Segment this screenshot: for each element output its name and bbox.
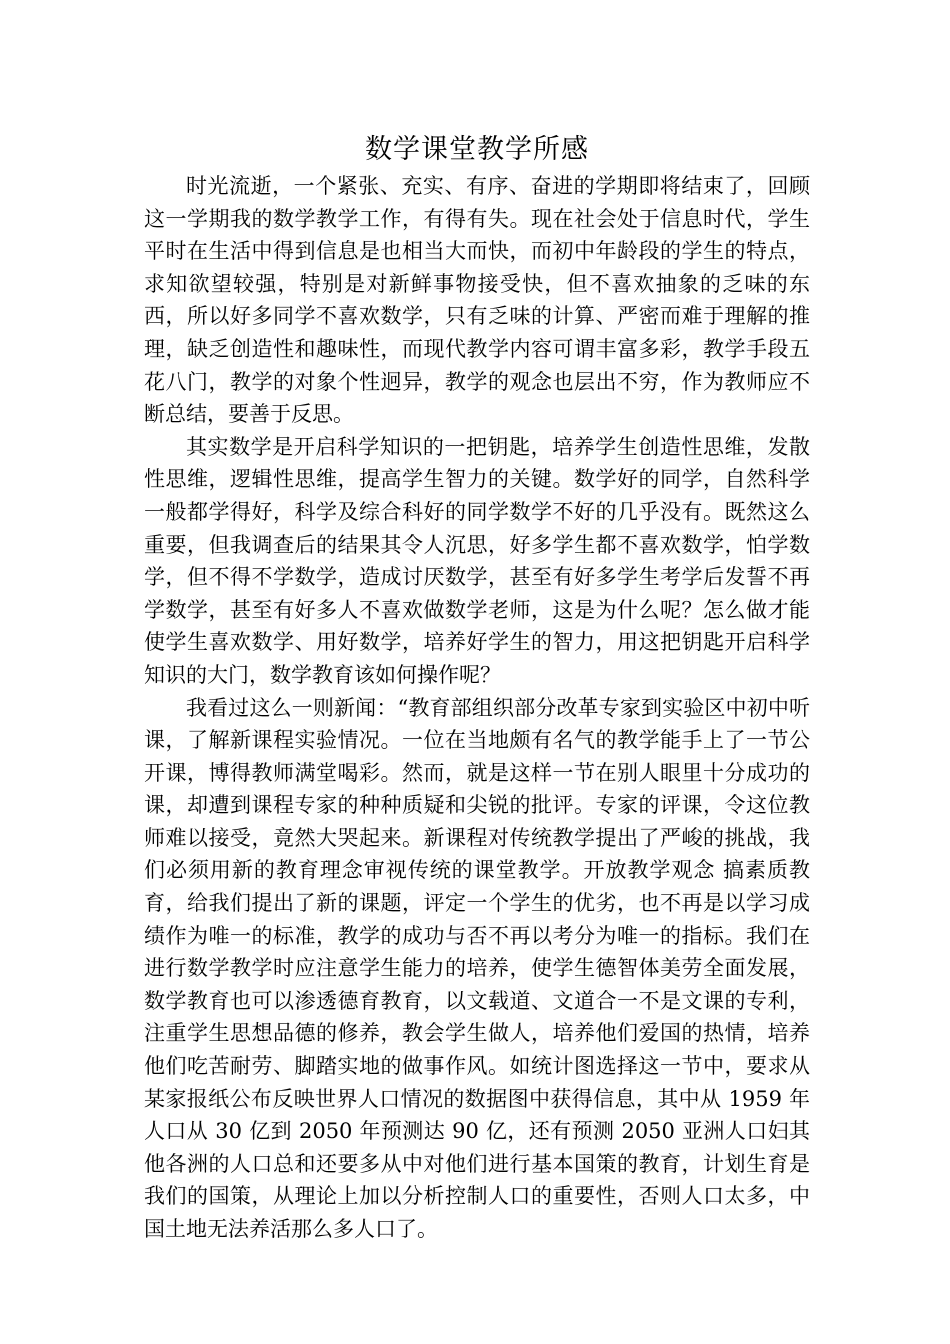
document-title: 数学课堂教学所感 (365, 134, 589, 165)
document-page (144, 130, 810, 1246)
paragraph-1: 时光流逝，一个紧张、充实、有序、奋进的学期即将结束了，回顾这一学期我的数学教学工作，有得有失。现在社会处于信息时代，学生平时在生活中得到信息是也相当大而快，而初中年龄段的学生的特点，求知欲望较强，特别是对新鲜事物接受快，但不喜欢抽象的乏味的东西，所以好多同学不喜欢数学，只有乏味的计算、严密而难于理解的推理，缺乏创造性和趣味性，而现代教学内容可谓丰富多彩，教学手段五花八门，教学的对象个性迥异，教学的观念也层出不穷，作为教师应不断总结，要善于反思。 (144, 174, 810, 427)
paragraph-2: 其实数学是开启科学知识的一把钥匙，培养学生创造性思维，发散性思维，逻辑性思维，提高学生智力的关键。数学好的同学，自然科学一般都学得好，科学及综合科好的同学数学不好的几乎没有。既然这么重要，但我调查后的结果其令人沉思，好多学生都不喜欢数学，怕学数学，但不得不学数学，造成讨厌数学，甚至有好多学生考学后发誓不再学数学，甚至有好多人不喜欢做数学老师，这是为什么呢？怎么做才能使学生喜欢数学、用好数学，培养好学生的智力，用这把钥匙开启科学知识的大门，数学教育该如何操作呢？ (144, 434, 810, 687)
paragraph-3: 我看过这么一则新闻：“教育部组织部分改革专家到实验区中初中听课，了解新课程实验情况。一位在当地颇有名气的教学能手上了一节公开课，博得教师满堂喝彩。然而，就是这样一节在别人眼里十分成功的课，却遭到课程专家的种种质疑和尖锐的批评。专家的评课，令这位教师难以接受，竟然大哭起来。新课程对传统教学提出了严峻的挑战，我们必须用新的教育理念审视传统的课堂教学。开放教学观念 搞素质教育，给我们提出了新的课题，评定一个学生的优劣，也不再是以学习成绩作为唯一的标准，教学的成功与否不再以考分为唯一的指标。我们在进行数学教学时应注意学生能力的培养，使学生德智体美劳全面发展，数学教育也可以渗透德育教育，以文载道、文道合一不是文课的专利，注重学生思想品德的修养，教会学生做人，培养他们爱国的热情，培养他们吃苦耐劳、脚踏实地的做事作风。如统计图选择这一节中，要求从某家报纸公布反映世界人口情况的数据图中获得信息，其中从 1959 年人口从 30 亿到 2050 年预测达 90 亿，还有预测 2050 亚洲人口妇其他各洲的人口总和还要多从中对他们进行基本国策的教育，计划生育是我们的国策，从理论上加以分析控制人口的重要性，否则人口太多，中国土地无法养活那么多人口了。 (144, 695, 810, 1241)
